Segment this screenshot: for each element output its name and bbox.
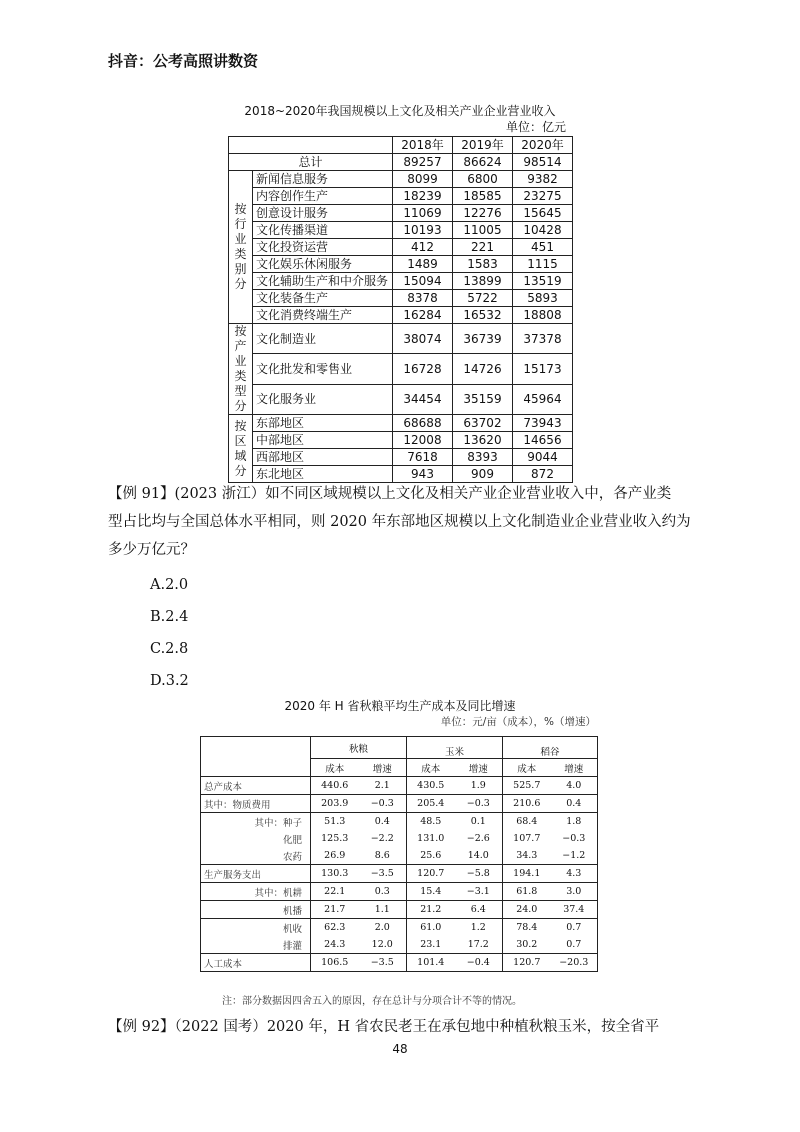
- table1-row: [229, 415, 573, 432]
- table1-group-label: 按 区 域 分: [229, 415, 253, 483]
- table1-cell: 10428: [513, 222, 573, 239]
- table1-row-label: 文化服务业: [253, 384, 393, 414]
- table2-row-label: 排灌: [201, 936, 311, 954]
- table2-cell: 3.0: [551, 883, 598, 901]
- table1-row: [229, 324, 573, 354]
- table2-row: [201, 954, 598, 972]
- table2-cell: 6.4: [455, 901, 503, 919]
- table1-row-label: 文化投资运营: [253, 239, 393, 256]
- table1-row-label: 文化制造业: [253, 324, 393, 354]
- table1-row: [229, 188, 573, 205]
- table1-cell: 12008: [393, 432, 453, 449]
- table1-cell: 9044: [513, 449, 573, 466]
- table1-cell: 10193: [393, 222, 453, 239]
- table1-cell: 16728: [393, 354, 453, 384]
- table2-note: 注：部分数据因四舍五入的原因，存在总计与分项合计不等的情况。: [222, 996, 522, 1007]
- table1-cell: 36739: [453, 324, 513, 354]
- table1-cell: 34454: [393, 384, 453, 414]
- table2-cell: 34.3: [503, 847, 551, 865]
- table2-cell: 2.0: [359, 919, 407, 937]
- table1-cell: 15173: [513, 354, 573, 384]
- table1-row: [229, 222, 573, 239]
- table2-cell: 106.5: [311, 954, 359, 972]
- table2-row-label: 机收: [201, 919, 311, 937]
- table1-cell: 18808: [513, 307, 573, 324]
- table1-cell: 18239: [393, 188, 453, 205]
- table2-row-label: 总产成本: [201, 777, 311, 795]
- table2-cell: −0.3: [551, 830, 598, 847]
- table1-cell: 15645: [513, 205, 573, 222]
- table2-cell: 26.9: [311, 847, 359, 865]
- table2-row-label: 机播: [201, 901, 311, 919]
- table1-cell: 412: [393, 239, 453, 256]
- table1-row: [229, 205, 573, 222]
- table2-cell: 21.2: [407, 901, 455, 919]
- table1-cell: 451: [513, 239, 573, 256]
- table1-group-label: 按 产 业 类 型 分: [229, 324, 253, 415]
- table1-cell: 5893: [513, 290, 573, 307]
- table2-row: [201, 865, 598, 883]
- table1-cell: 8099: [393, 171, 453, 188]
- table1-row-label: 西部地区: [253, 449, 393, 466]
- table1-cell: 86624: [453, 154, 513, 171]
- table1-title: 2018~2020年我国规模以上文化及相关产业企业营业收入: [244, 104, 556, 118]
- table1-cell: 37378: [513, 324, 573, 354]
- table1-cell: 943: [393, 466, 453, 483]
- question-91-line: 【例 91】(2023 浙江）如不同区域规模以上文化及相关产业企业营业收入中，各产业类: [108, 486, 672, 502]
- table2-cell: 120.7: [503, 954, 551, 972]
- table2-cell: 194.1: [503, 865, 551, 883]
- table2-row-label: 其中：机耕: [201, 883, 311, 901]
- table2-title: 2020 年 H 省秋粮平均生产成本及同比增速: [284, 699, 516, 713]
- table1-row: [229, 354, 573, 384]
- table2-cell: 125.3: [321, 833, 349, 844]
- table2-cell: −0.4: [455, 954, 503, 972]
- table1-cell: 98514: [513, 154, 573, 171]
- table1-cell: 45964: [513, 384, 573, 414]
- option-c: C.2.8: [150, 641, 189, 657]
- table2-cell: 440.6: [311, 777, 359, 795]
- table2-cell: 1.2: [455, 919, 503, 937]
- table2-row-label: 化肥: [201, 830, 311, 847]
- table1-cell: 872: [513, 466, 573, 483]
- table2-cell: 430.5: [407, 777, 455, 795]
- table2-cell: 205.4: [407, 795, 455, 813]
- table2-cell: 203.9: [311, 795, 359, 813]
- question-91-line: 多少万亿元？: [108, 542, 195, 558]
- table2-cell: −0.3: [359, 795, 407, 813]
- table1-col-header: 2019年: [453, 137, 513, 154]
- table2-cell: 1.8: [551, 813, 598, 831]
- table1-cell: 8378: [393, 290, 453, 307]
- table2-row-label: 人工成本: [201, 954, 311, 972]
- table1-cell: 221: [453, 239, 513, 256]
- table2-cell: 12.0: [359, 936, 407, 954]
- table1-cell: 18585: [453, 188, 513, 205]
- table1-cell: 23275: [513, 188, 573, 205]
- table1-row-label: 创意设计服务: [253, 205, 393, 222]
- table2-cell: 1.1: [359, 901, 407, 919]
- page-header: 抖音：公考高照讲数资: [108, 52, 259, 70]
- table1-row: [229, 432, 573, 449]
- table2-subheader: 增速: [359, 759, 407, 777]
- table2-subheader: 增速: [551, 759, 598, 777]
- table1-cell: 12276: [453, 205, 513, 222]
- table1-row-label: 文化辅助生产和中介服务: [253, 273, 393, 290]
- table1-cell: 38074: [393, 324, 453, 354]
- table2-cell: 15.4: [407, 883, 455, 901]
- table2-cell: 131.0: [417, 833, 445, 844]
- table1: [228, 136, 573, 483]
- table1-row-label: 文化消费终端生产: [253, 307, 393, 324]
- table2-cell: 8.6: [359, 847, 407, 865]
- table1-cell: 15094: [393, 273, 453, 290]
- table1-cell: 909: [453, 466, 513, 483]
- table1-cell: 1115: [513, 256, 573, 273]
- table1-corner: [229, 137, 393, 154]
- table1-cell: 8393: [453, 449, 513, 466]
- table2-cell: 14.0: [455, 847, 503, 865]
- table2-subheader: 成本: [407, 759, 455, 777]
- table2-cell: 101.4: [407, 954, 455, 972]
- table1-cell: 14726: [453, 354, 513, 384]
- table1-cell: 6800: [453, 171, 513, 188]
- table2-cell: 0.1: [455, 813, 503, 831]
- table2-unit: 单位：元/亩（成本），%（增速）: [440, 716, 596, 728]
- page-number: 48: [392, 1042, 408, 1056]
- table1-cell: 7618: [393, 449, 453, 466]
- table2-cell: 24.3: [311, 936, 359, 954]
- table1-row: [229, 239, 573, 256]
- table2-subheader: 增速: [455, 759, 503, 777]
- table2-cell: 51.3: [324, 816, 346, 827]
- option-d: D.3.2: [150, 673, 189, 689]
- table1-total-row: [229, 154, 573, 171]
- table2-cell: 210.6: [503, 795, 551, 813]
- table2-cell: −0.3: [455, 795, 503, 813]
- table1-row: [229, 307, 573, 324]
- table2-row: [201, 830, 598, 847]
- table1-row-label: 内容创作生产: [253, 188, 393, 205]
- table1-row: [229, 290, 573, 307]
- table1-cell: 13620: [453, 432, 513, 449]
- table2-row: [201, 883, 598, 901]
- table2-cell: 21.7: [311, 901, 359, 919]
- table2-group-header: 稻谷: [503, 737, 598, 759]
- table2-cell: 48.5: [420, 816, 442, 827]
- table1-row-label: 文化娱乐休闲服务: [253, 256, 393, 273]
- table1-cell: 13899: [453, 273, 513, 290]
- table2-cell: 4.0: [551, 777, 598, 795]
- table2-cell: 30.2: [503, 936, 551, 954]
- table2-cell: 0.3: [359, 883, 407, 901]
- table2-cell: 17.2: [455, 936, 503, 954]
- table2-cell: 68.4: [516, 816, 538, 827]
- table1-cell: 13519: [513, 273, 573, 290]
- table2-row-label: 生产服务支出: [201, 865, 311, 883]
- table2-cell: 107.7: [513, 833, 541, 844]
- table2-cell: 25.6: [407, 847, 455, 865]
- table1-cell: 16532: [453, 307, 513, 324]
- table2-cell: −2.6: [455, 830, 503, 847]
- question-91-line: 型占比均与全国总体水平相同，则 2020 年东部地区规模以上文化制造业企业营业收入约为: [108, 514, 691, 530]
- table2-cell: −5.8: [455, 865, 503, 883]
- table2-cell: 2.1: [359, 777, 407, 795]
- table2-cell: 37.4: [551, 901, 598, 919]
- table2-cell: 62.3: [324, 922, 346, 933]
- table2-row: [201, 777, 598, 795]
- table2-row-label: 农药: [201, 847, 311, 865]
- table1-cell: 1583: [453, 256, 513, 273]
- table1-row: [229, 256, 573, 273]
- table1-row: [229, 384, 573, 414]
- table2-cell: 0.4: [359, 813, 407, 831]
- table1-cell: 1489: [393, 256, 453, 273]
- table1-header-row: [229, 137, 573, 154]
- table2-row: [201, 847, 598, 865]
- table2-group-header: 玉米: [407, 737, 503, 759]
- table2-row: [201, 813, 598, 831]
- table1-row: [229, 171, 573, 188]
- table1-row-label: 新闻信息服务: [253, 171, 393, 188]
- question-91: [108, 480, 698, 564]
- table1-cell: 73943: [513, 415, 573, 432]
- table2-cell: 61.0: [420, 922, 442, 933]
- table1-row: [229, 273, 573, 290]
- table2-cell: 61.8: [503, 883, 551, 901]
- table2-cell: 130.3: [311, 865, 359, 883]
- table1-row-label: 东北地区: [253, 466, 393, 483]
- table1-row: [229, 449, 573, 466]
- table2-cell: 23.1: [407, 936, 455, 954]
- table1-row-label: 东部地区: [253, 415, 393, 432]
- table2-subheader: 成本: [503, 759, 551, 777]
- table1-group-label: 按 行 业 类 别 分: [229, 171, 253, 324]
- table2-group-row: [201, 737, 598, 759]
- table1-cell: 11005: [453, 222, 513, 239]
- table1-cell: 68688: [393, 415, 453, 432]
- table1-row-label: 文化批发和零售业: [253, 354, 393, 384]
- table1-cell: 11069: [393, 205, 453, 222]
- table2-cell: −20.3: [551, 954, 598, 972]
- table2-row: [201, 901, 598, 919]
- table2-cell: 78.4: [516, 922, 538, 933]
- option-b: B.2.4: [150, 609, 189, 625]
- table2-cell: −3.5: [359, 954, 407, 972]
- table1-col-header: 2018年: [393, 137, 453, 154]
- table2-cell: 0.4: [551, 795, 598, 813]
- table1-row-label: 中部地区: [253, 432, 393, 449]
- table2-row: [201, 795, 598, 813]
- table2-cell: 4.3: [551, 865, 598, 883]
- table2-row: [201, 919, 598, 937]
- table2-cell: −3.5: [359, 865, 407, 883]
- table2: [200, 736, 598, 972]
- option-a: A.2.0: [150, 577, 189, 593]
- table2-cell: −3.1: [455, 883, 503, 901]
- table2-cell: 22.1: [311, 883, 359, 901]
- table2-row: [201, 936, 598, 954]
- table2-cell: 0.7: [551, 919, 598, 937]
- table2-subheader: 成本: [311, 759, 359, 777]
- table2-cell: 120.7: [407, 865, 455, 883]
- table1-unit: 单位：亿元: [505, 120, 566, 134]
- table1-cell: 14656: [513, 432, 573, 449]
- table1-col-header: 2020年: [513, 137, 573, 154]
- table2-cell: 525.7: [503, 777, 551, 795]
- table1-cell: 9382: [513, 171, 573, 188]
- question-92: 【例 92】（2022 国考）2020 年，H 省农民老王在承包地中种植秋粮玉米，按全省平: [108, 1019, 660, 1035]
- table2-cell: −2.2: [359, 830, 407, 847]
- table2-group-header: 秋粮: [311, 737, 407, 759]
- table2-row-label: 其中：物质费用: [201, 795, 311, 813]
- table1-cell: 35159: [453, 384, 513, 414]
- table1-total-label: 总计: [229, 154, 393, 171]
- table1-row-label: 文化传播渠道: [253, 222, 393, 239]
- table1-cell: 5722: [453, 290, 513, 307]
- table2-row-label: 其中：种子: [201, 813, 311, 831]
- table1-cell: 16284: [393, 307, 453, 324]
- table1-cell: 63702: [453, 415, 513, 432]
- table2-cell: 0.7: [551, 936, 598, 954]
- table2-cell: −1.2: [551, 847, 598, 865]
- table2-cell: 24.0: [503, 901, 551, 919]
- table2-corner: [201, 737, 311, 777]
- table2-cell: 1.9: [455, 777, 503, 795]
- table1-row-label: 文化装备生产: [253, 290, 393, 307]
- table1-cell: 89257: [393, 154, 453, 171]
